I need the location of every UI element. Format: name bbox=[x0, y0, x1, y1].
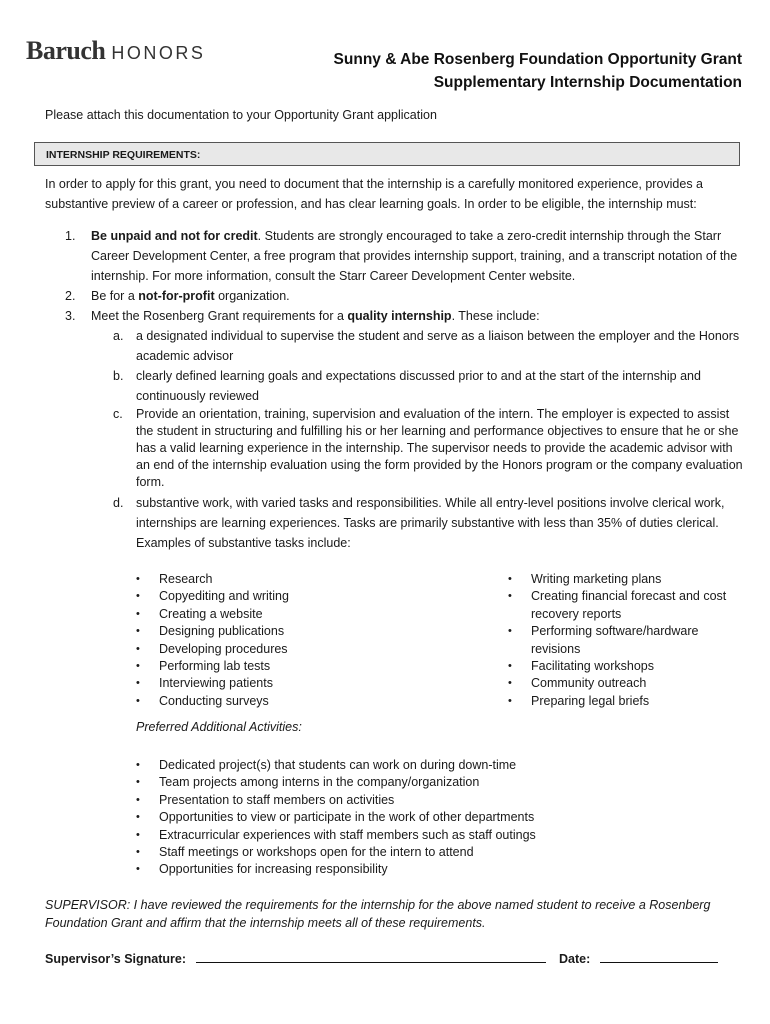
logo-baruch: Baruch bbox=[26, 36, 106, 65]
requirement-2 bbox=[65, 286, 745, 306]
logo-honors: HONORS bbox=[111, 43, 206, 63]
sub-requirement-letter: b. bbox=[113, 369, 124, 383]
sub-requirement-text: a designated individual to supervise the student and serve as a liaison between the employer and the Honors academic advisor bbox=[136, 329, 740, 363]
requirement-text: . Students are strongly encouraged to take a zero-credit internship through the Starr Career Development Center, a free program that provides internship support, training, and a transcript notation of the internship. For more information, consult the Starr Career Development Center website. bbox=[91, 229, 738, 283]
list-item: • Creating a website bbox=[136, 606, 466, 623]
list-item: • Research bbox=[136, 571, 466, 588]
intro-paragraph: In order to apply for this grant, you need to document that the internship is a carefully monitored experience, provides a substantive preview of a career or profession, and has clear learning goals. In order to be eligible, the internship must: bbox=[45, 177, 704, 211]
tasks-right-list bbox=[508, 571, 748, 710]
list-item: • Writing marketing plans bbox=[508, 571, 748, 588]
signature-label: Supervisor’s Signature: bbox=[45, 952, 187, 966]
requirement-text: organization. bbox=[214, 289, 290, 303]
preferred-activities-heading: Preferred Additional Activities: bbox=[136, 720, 302, 734]
list-item: • Designing publications bbox=[136, 623, 466, 640]
list-item: • Staff meetings or workshops open for the intern to attend bbox=[136, 844, 736, 861]
requirement-1 bbox=[65, 226, 745, 286]
list-item: • Presentation to staff members on activities bbox=[136, 792, 736, 809]
baruch-honors-logo bbox=[26, 36, 205, 66]
sub-requirement-b bbox=[113, 366, 745, 406]
sub-requirement-text: clearly defined learning goals and expectations discussed prior to and at the start of the internship and continuously reviewed bbox=[136, 369, 701, 403]
requirement-bold: not-for-profit bbox=[138, 289, 215, 303]
requirement-bold: quality internship bbox=[347, 309, 452, 323]
date-line[interactable] bbox=[600, 950, 718, 963]
signature-line[interactable] bbox=[196, 950, 546, 963]
requirements-header: INTERNSHIP REQUIREMENTS: bbox=[34, 142, 740, 166]
requirement-number: 3. bbox=[65, 309, 76, 323]
sub-requirement-a bbox=[113, 326, 745, 366]
requirement-pre: Meet the Rosenberg Grant requirements for a bbox=[91, 309, 348, 323]
document-title bbox=[334, 48, 742, 94]
title-line-2: Supplementary Internship Documentation bbox=[433, 74, 742, 91]
list-item: • Conducting surveys bbox=[136, 693, 466, 710]
intro-instruction: Please attach this documentation to your Opportunity Grant application bbox=[45, 108, 437, 122]
requirement-bold: Be unpaid and not for credit bbox=[91, 229, 258, 243]
sub-requirement-letter: d. bbox=[113, 496, 124, 510]
sub-requirement-c bbox=[113, 406, 745, 491]
date-label: Date: bbox=[558, 952, 591, 966]
list-item: • Interviewing patients bbox=[136, 675, 466, 692]
list-item: • Team projects among interns in the company/organization bbox=[136, 774, 736, 791]
list-item: • Copyediting and writing bbox=[136, 588, 466, 605]
requirement-3 bbox=[65, 306, 745, 326]
requirement-number: 2. bbox=[65, 289, 76, 303]
sub-requirement-text: Provide an orientation, training, supervision and evaluation of the intern. The employer is expected to assist the student in structuring and fulfilling his or her learning and performance objectives to ensure that he or she has a valid learning experience in the internship. The supervisor needs to provide the academic advisor with an end of the internship evaluation using the form provided by the Honors program or the company evaluation form. bbox=[136, 407, 743, 489]
requirement-number: 1. bbox=[65, 229, 76, 243]
tasks-left-list bbox=[136, 571, 466, 710]
sub-requirement-letter: c. bbox=[113, 407, 123, 421]
list-item: • Extracurricular experiences with staff members such as staff outings bbox=[136, 827, 736, 844]
preferred-activities-list bbox=[136, 757, 736, 879]
supervisor-statement: SUPERVISOR: I have reviewed the requirements for the internship for the above named student to receive a Rosenberg Foundation Grant and affirm that the internship meets all of these requirements. bbox=[45, 898, 711, 930]
list-item: • Opportunities to view or participate in the work of other departments bbox=[136, 809, 736, 826]
list-item: • Preparing legal briefs bbox=[508, 693, 748, 710]
list-item: • Opportunities for increasing responsibility bbox=[136, 861, 736, 878]
title-line-1: Sunny & Abe Rosenberg Foundation Opportunity Grant bbox=[333, 51, 742, 68]
signature-row bbox=[45, 950, 718, 966]
list-item: • Facilitating workshops bbox=[508, 658, 748, 675]
list-item: • Performing lab tests bbox=[136, 658, 466, 675]
requirement-pre: Be for a bbox=[91, 289, 139, 303]
requirement-text: . These include: bbox=[451, 309, 540, 323]
list-item: • Community outreach bbox=[508, 675, 748, 692]
list-item: • Dedicated project(s) that students can work on during down-time bbox=[136, 757, 736, 774]
list-item: • Creating financial forecast and cost recovery reports bbox=[508, 588, 748, 623]
sub-requirement-d bbox=[113, 493, 745, 553]
list-item: • Developing procedures bbox=[136, 641, 466, 658]
sub-requirement-letter: a. bbox=[113, 329, 124, 343]
list-item: • Performing software/hardware revisions bbox=[508, 623, 748, 658]
sub-requirement-text: substantive work, with varied tasks and responsibilities. While all entry-level positions involve clerical work, internships are learning experiences. Tasks are primarily substantive with less than 35% of duties clerical. Examples of substantive tasks include: bbox=[136, 496, 725, 550]
